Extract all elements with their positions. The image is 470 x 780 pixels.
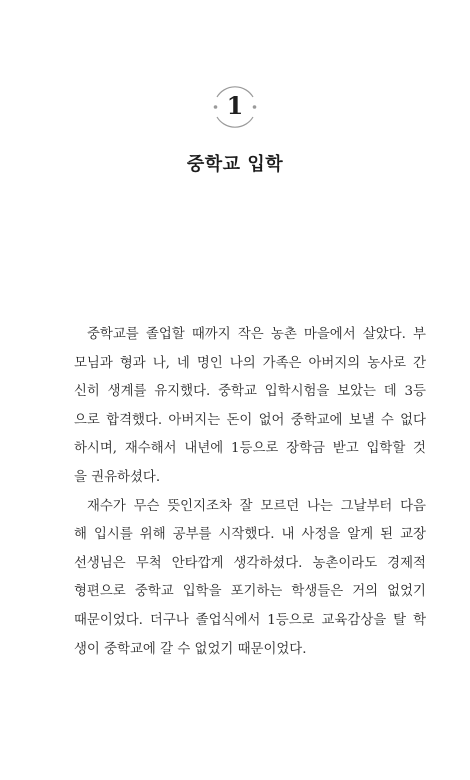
text-line: 때문이었다. 더구나 졸업식에서 1등으로 교육감상을 탈 학: [74, 612, 426, 628]
text-line: 을 권유하셨다.: [74, 469, 161, 485]
text-line: 해 입시를 위해 공부를 시작했다. 내 사정을 알게 된 교장: [74, 527, 426, 543]
text-line: 재수가 무슨 뜻인지조차 잘 모르던 나는 그날부터 다음: [87, 498, 426, 514]
chapter-number: 1: [226, 91, 244, 120]
text-line: 신히 생계를 유지했다. 중학교 입학시험을 보았는 데 3등: [74, 384, 426, 400]
text-line: 모님과 형과 나, 네 명인 나의 가족은 아버지의 농사로 간: [74, 355, 427, 371]
text-line: 중학교를 졸업할 때까지 작은 농촌 마을에서 살았다. 부: [87, 327, 426, 342]
text-line: 선생님은 무척 안타깝게 생각하셨다. 농촌이라도 경제적: [74, 555, 426, 571]
chapter-number-badge: [206, 78, 264, 136]
text-line: 형편으로 중학교 입학을 포기하는 학생들은 거의 없었기: [74, 584, 426, 600]
text-line: 으로 합격했다. 아버지는 돈이 없어 중학교에 보낼 수 없다: [74, 412, 426, 428]
paragraph-1: [74, 321, 426, 493]
text-line: 생이 중학교에 갈 수 없었기 때문이었다.: [74, 641, 307, 657]
body-text: [74, 321, 426, 664]
chapter-title: 중학교 입학: [186, 154, 284, 175]
text-line: 하시며, 재수해서 내년에 1등으로 장학금 받고 입학할 것: [74, 441, 426, 457]
paragraph-2: [74, 493, 426, 665]
